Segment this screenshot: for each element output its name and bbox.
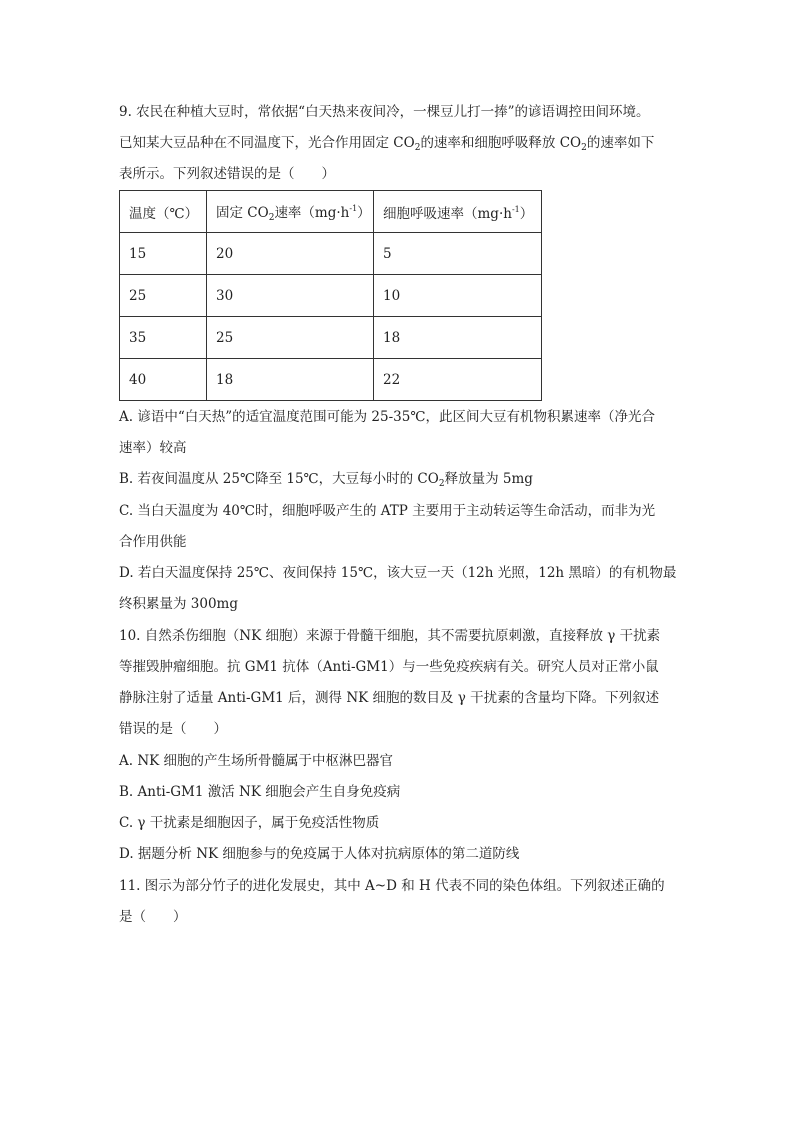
table-cell: 15 — [120, 233, 207, 275]
table-cell: 25 — [207, 317, 374, 359]
q11-stem-line-1: 11. 图示为部分竹子的进化发展史，其中 A~D 和 H 代表不同的染色体组。下列叙述正确的 — [119, 878, 665, 894]
table-row — [120, 317, 542, 359]
q9-option-a-line-2: 速率）较高 — [119, 440, 187, 456]
q9-option-d-line-1: D. 若白天温度保持 25℃、夜间保持 15℃，该大豆一天（12h 光照，12h 黑暗）的有机物最 — [119, 565, 677, 581]
q9-option-c-line-1: C. 当白天温度为 40℃时，细胞呼吸产生的 ATP 主要用于主动转运等生命活动，而非为光 — [119, 503, 656, 519]
table-cell: 5 — [374, 233, 542, 275]
q11-stem-line-2: 是（ ） — [119, 909, 187, 925]
q10-option-c: C. γ 干扰素是细胞因子，属于免疫活性物质 — [119, 815, 380, 831]
q9-option-a-line-1: A. 谚语中“白天热”的适宜温度范围可能为 25-35℃，此区间大豆有机物积累速率（净光合 — [119, 409, 655, 425]
q10-stem-line-1: 10. 自然杀伤细胞（NK 细胞）来源于骨髓干细胞，其不需要抗原刺激，直接释放 γ 干扰素 — [119, 628, 661, 644]
q9-stem-line-1: 9. 农民在种植大豆时，常依据“白天热来夜间冷，一棵豆儿打一捧”的谚语调控田间环境。 — [119, 104, 650, 120]
q10-stem-line-3: 静脉注射了适量 Anti-GM1 后，测得 NK 细胞的数目及 γ 干扰素的含量均下降。下列叙述 — [119, 690, 660, 706]
header-co2-fixation-rate: 固定 $CO_2$速率$(mg\cdot h^{-1})$ — [207, 191, 374, 233]
table-header-row — [120, 191, 542, 233]
table-row — [120, 359, 542, 401]
header-temperature: 温度（℃） — [120, 191, 207, 233]
table-cell: 18 — [207, 359, 374, 401]
q10-option-d: D. 据题分析 NK 细胞参与的免疫属于人体对抗病原体的第二道防线 — [119, 846, 520, 862]
q9-option-d-line-2: 终积累量为 300mg — [119, 596, 239, 612]
table-cell: 18 — [374, 317, 542, 359]
q9-option-b: B. 若夜间温度从 25℃降至 15℃，大豆每小时的 $CO_2$释放量为 5mg — [119, 471, 533, 489]
q9-data-table — [119, 190, 542, 401]
table-cell: 10 — [374, 275, 542, 317]
q10-option-a: A. NK 细胞的产生场所骨髓属于中枢淋巴器官 — [119, 753, 394, 769]
q10-stem-line-2: 等摧毁肿瘤细胞。抗 GM1 抗体（Anti-GM1）与一些免疫疾病有关。研究人员对正常小鼠 — [119, 659, 659, 675]
table-cell: 20 — [207, 233, 374, 275]
table-cell: 35 — [120, 317, 207, 359]
q9-stem-line-2: 已知某大豆品种在不同温度下，光合作用固定 $CO_2$的速率和细胞呼吸释放 $CO_2$的速率如下 — [119, 135, 655, 153]
table-row — [120, 233, 542, 275]
q9-stem-line-3: 表所示。下列叙述错误的是（ ） — [119, 166, 335, 182]
table-cell: 30 — [207, 275, 374, 317]
table-cell: 22 — [374, 359, 542, 401]
table-cell: 25 — [120, 275, 207, 317]
header-respiration-rate: 细胞呼吸速率$(mg\cdot h^{-1})$ — [374, 191, 542, 233]
q10-option-b: B. Anti-GM1 激活 NK 细胞会产生自身免疫病 — [119, 784, 401, 800]
table-cell: 40 — [120, 359, 207, 401]
table-row — [120, 275, 542, 317]
q10-stem-line-4: 错误的是（ ） — [119, 721, 227, 737]
q9-option-c-line-2: 合作用供能 — [119, 534, 187, 550]
